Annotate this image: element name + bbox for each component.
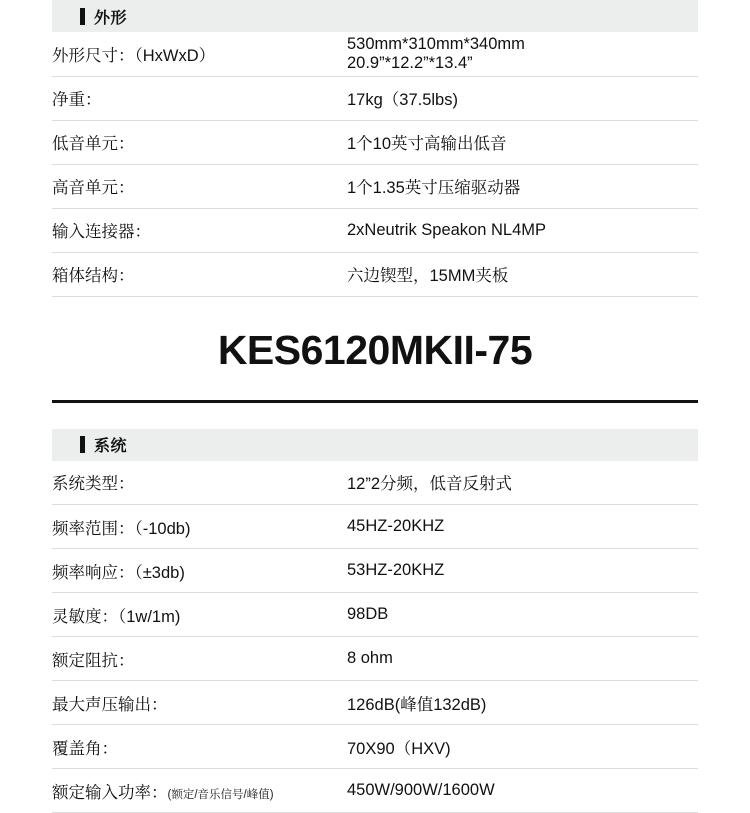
spec-key: 额定阻抗： [52, 637, 347, 681]
spec-key: 频率范围：（-10db) [52, 505, 347, 549]
system-section [0, 429, 750, 813]
spec-value: 六边锲型，15MM夹板 [347, 252, 698, 296]
system-section-header [52, 429, 698, 461]
shape-spec-table [52, 32, 698, 297]
spec-value: 12”2分频，低音反射式 [347, 461, 698, 505]
table-row [52, 120, 698, 164]
spec-value: 8 ohm [347, 637, 698, 681]
shape-section-header [52, 0, 698, 32]
spec-key: 频率响应：（±3db) [52, 549, 347, 593]
table-row [52, 593, 698, 637]
spec-key: 最大声压输出： [52, 681, 347, 725]
table-row [52, 549, 698, 593]
spec-value: 45HZ-20KHZ [347, 505, 698, 549]
spec-key: 净重： [52, 76, 347, 120]
spec-value: 98DB [347, 593, 698, 637]
system-spec-table [52, 461, 698, 813]
table-row [52, 769, 698, 813]
table-row [52, 32, 698, 76]
system-section-title: 系统 [94, 433, 127, 456]
spec-key: 灵敏度：（1w/1m) [52, 593, 347, 637]
spec-value: 450W/900W/1600W [347, 769, 698, 813]
spec-value: 70X90（HXV) [347, 725, 698, 769]
spec-key: 箱体结构： [52, 252, 347, 296]
spec-value: 126dB(峰值132dB) [347, 681, 698, 725]
shape-section [0, 0, 750, 297]
spec-value: 1个1.35英寸压缩驱动器 [347, 164, 698, 208]
header-accent-bar [80, 436, 85, 453]
table-row [52, 164, 698, 208]
table-row [52, 725, 698, 769]
header-accent-bar [80, 8, 85, 25]
table-row [52, 505, 698, 549]
spec-value: 53HZ-20KHZ [347, 549, 698, 593]
spec-key-main: 额定输入功率： [52, 784, 168, 802]
table-row [52, 76, 698, 120]
page-title: KES6120MKII-75 [0, 327, 750, 374]
spacer [0, 403, 750, 429]
spec-value-line1: 530mm*310mm*340mm [347, 35, 525, 53]
spec-key-sub: (额定/音乐信号/峰值) [168, 789, 274, 801]
spec-key: 外形尺寸：（HxWxD） [52, 32, 347, 76]
table-row [52, 208, 698, 252]
spec-value: 2xNeutrik Speakon NL4MP [347, 208, 698, 252]
spec-value-line2: 20.9”*12.2”*13.4” [347, 54, 698, 72]
table-row [52, 252, 698, 296]
spec-key: 输入连接器： [52, 208, 347, 252]
spec-value: 17kg（37.5lbs) [347, 76, 698, 120]
spec-value [347, 32, 698, 76]
table-row [52, 681, 698, 725]
spec-key [52, 769, 347, 813]
spec-key: 低音单元： [52, 120, 347, 164]
spec-value-multiline [347, 35, 698, 72]
spec-key: 覆盖角： [52, 725, 347, 769]
shape-section-title: 外形 [94, 5, 127, 28]
spec-key: 系统类型： [52, 461, 347, 505]
spec-key: 高音单元： [52, 164, 347, 208]
spec-value: 1个10英寸高输出低音 [347, 120, 698, 164]
table-row [52, 461, 698, 505]
table-row [52, 637, 698, 681]
model-title-block [0, 297, 750, 400]
